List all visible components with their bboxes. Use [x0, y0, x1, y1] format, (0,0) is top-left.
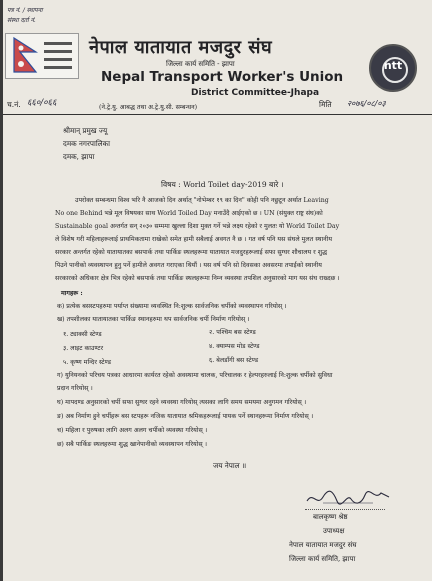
logo-text: ntt	[383, 59, 403, 72]
org-subtitle-nepali: जिल्ला कार्य समिति - झापा	[166, 60, 235, 68]
signatory-district: जिल्ला कार्य समिति, झापा	[289, 555, 356, 563]
subject-line: विषय : World Toilet day-2019 बारे ।	[161, 180, 284, 189]
body-line-7: सरकारको अधिकार क्षेत्र भित्र रहेको बसपार्क तथा पार्किङ स्थलहरूमा निम्न व्यवस्था तपशिल अनुसारको माग यस संघ राख्दछ ।	[55, 275, 340, 282]
org-title-nepali: नेपाल यातायात मजदुर संघ	[89, 37, 273, 58]
date-value: २०७६/०८/०३	[347, 99, 386, 108]
list-item: १. ट्याक्सी स्टेण्ड	[63, 331, 102, 338]
demand-cha: च) महिला र पुरुषका लागि अलग अलग चर्पीको व्यवस्था गरियोस् ।	[57, 427, 208, 434]
recipient-line-3: दमक, झापा	[63, 152, 95, 161]
top-left-note-2: संस्था दर्ता नं.	[7, 17, 36, 24]
closing-text: जय नेपाल ॥	[213, 461, 247, 470]
signatory-org: नेपाल यातायात मजदुर संघ	[289, 541, 357, 549]
org-subtitle-english: District Committee-Jhapa	[191, 88, 320, 98]
affiliation-line: (ने.ट्रे.यु. आबद्ध तथा अ.ट्रे.यु.सी. सम्बन्धन)	[99, 104, 198, 111]
list-item: ४. क्याम्पस मोड स्टेण्ड	[209, 343, 260, 350]
demand-kha: ख) तपशीलका यातायातका पार्किङ स्थानहरुमा थप सार्वजनिक चर्पी निर्माण गरियोस् ।	[57, 316, 250, 323]
signatory-role: उपाध्यक्ष	[323, 527, 345, 535]
list-item: ६. बेलडाँगी बस स्टेण्ड	[209, 357, 259, 364]
ref-number: ६६०/०६६	[27, 98, 57, 108]
body-line-1: उपरोक्त सम्बन्धमा विश्व भरि नै आजको दिन अर्थात् "नोभेम्बर १९ का दिन" कोही पनि नछुटून अर्थात Leaving	[75, 197, 329, 204]
body-line-5: सरकार अन्तर्गत रहेको यातायातका बसपार्क तथा पार्किङ स्थलहरूमा यातायात मजदुरहरूलाई सफा सुग्घर शौचालय र शुद्ध	[55, 249, 328, 256]
body-line-2: No one Behind भन्ने मूल विषयका साथ World Toiled Day मनाउँदै आईएको छ । UN (संयुक्त राष्ट्र संघ)को	[55, 210, 323, 217]
demand-ga-line-2: प्रदान गरियोस् ।	[57, 385, 93, 392]
demand-ga-line-1: ग) युनियनको परिचय पत्रका आधारमा कार्यरत रहेको अवस्थामा चालक, परिचालक र हेल्परहरुलाई नि:शुल्क चर्पीको सुविधा	[57, 372, 333, 379]
demand-chha: छ) सबै पार्किङ स्थलहरुमा शुद्ध खानेपानीको व्यवस्थापन गरियोस् ।	[57, 441, 207, 448]
list-item: २. पश्चिम बस स्टेण्ड	[209, 329, 256, 336]
signature-scribble	[303, 487, 393, 509]
body-line-3: Sustainable goal अन्तर्गत सन् २०३० सम्ममा खुल्ला दिशा मुक्त गर्ने भन्ने लक्ष्य रहेको र मुलतः यो World Toilet Day	[55, 223, 340, 230]
list-item: ३. लाइट काउण्टर	[63, 345, 104, 352]
demand-ka: क) प्रत्येक बसस्टपहरुमा पर्याप्त संख्यामा व्यवस्थित नि:शुल्क सार्वजनिक चर्पीको व्यवस्थापन गरियोस् ।	[57, 303, 287, 310]
recipient-line-1: श्रीमान् प्रमुख ज्यू	[63, 126, 108, 135]
org-title-english: Nepal Transport Worker's Union	[101, 69, 344, 85]
union-logo-icon	[369, 44, 417, 92]
nepal-flag-icon	[5, 33, 79, 79]
body-line-6: पिउने पानीको व्यवस्थापन हुनु पर्ने हामीले अवगत गराएका थियौं । यस वर्ष पनि सो दिवसका अवसरमा तपाईंको स्थानीय	[55, 262, 322, 269]
body-line-4: ले विशेष गरी महिलाहरूलाई प्राथमिकतामा राखेको समेत हामी सबैलाई अवगत नै छ । गत वर्ष पनि यस संघले मुलत स्थानीय	[55, 236, 332, 243]
signatory-name: बालकृष्ण श्रेष्ठ	[313, 513, 348, 521]
top-left-note-1: पत्र नं. / स्थापना	[7, 7, 43, 14]
demand-gha: घ) मापदण्ड अनुसारको चर्पी सफा सुग्घर रहने व्यवस्था गरियोस् त्यसका लागि समय समयमा अनुगमन गरियोस् ।	[57, 399, 307, 406]
date-label: मिति	[319, 100, 332, 109]
letter-page	[3, 0, 432, 581]
recipient-line-2: दमक नगरपालिका	[63, 139, 110, 148]
ref-label: च.नं.	[7, 100, 21, 109]
demands-heading: मागहरू :	[61, 290, 83, 297]
list-item: ५. कृष्ण मन्दिर स्टेण्ड	[63, 359, 111, 366]
header-divider	[3, 114, 432, 115]
signature-line	[305, 509, 385, 510]
demand-nga: ङ) अब निर्माण हुने चर्पीहरू बस स्टपहरू नजिक यातायात श्रमिकहरूलाई पायक पर्ने स्थानहरूमा निर्माण गरियोस् ।	[57, 413, 314, 420]
